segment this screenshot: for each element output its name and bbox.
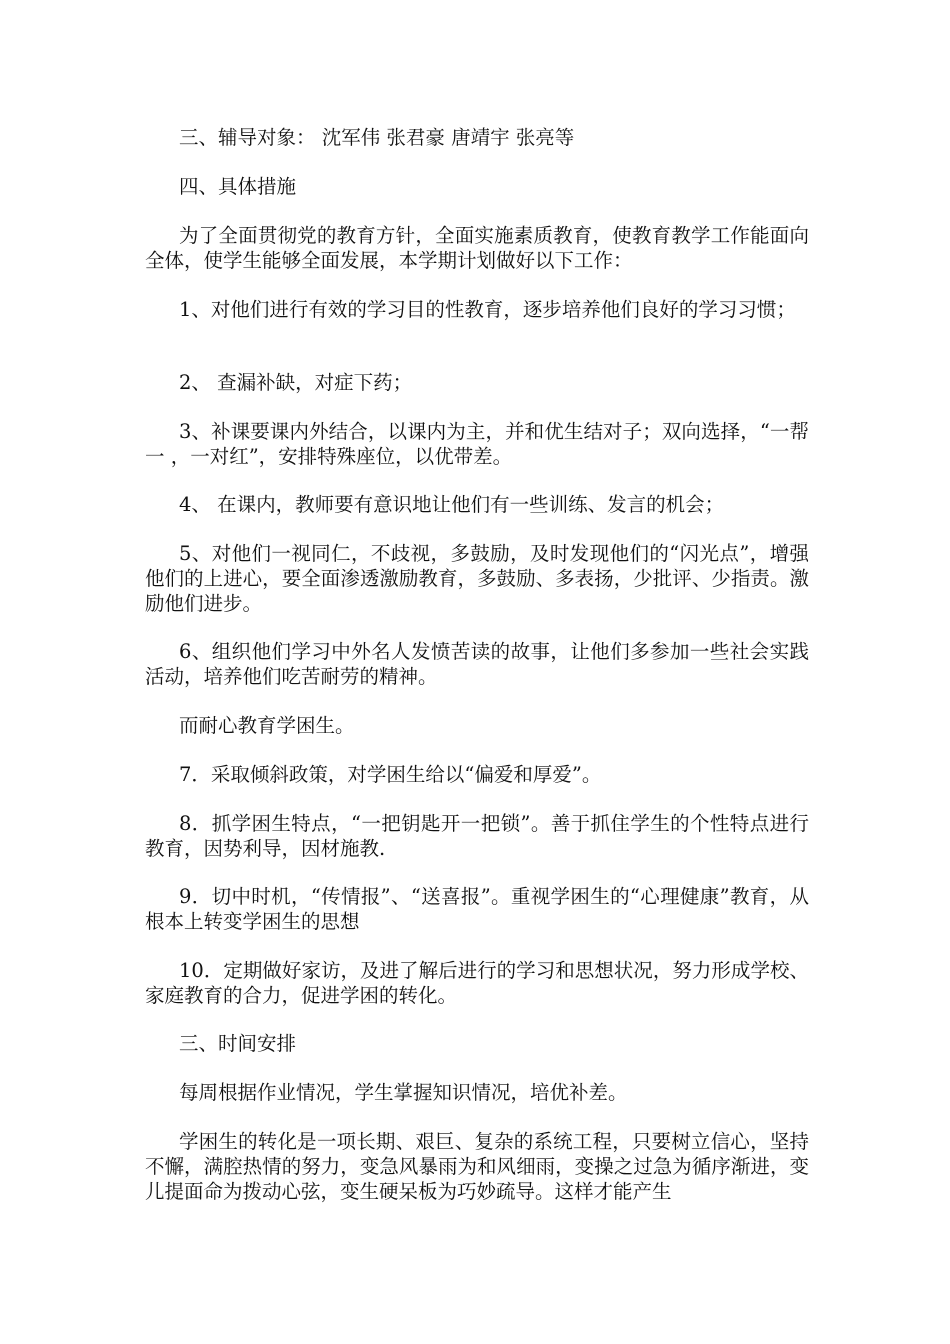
measure-item-5: 5、对他们一视同仁，不歧视，多鼓励，及时发现他们的“闪光点”，增强他们的上进心，要全面渗透激励教育，多鼓励、多表扬，少批评、少指责。激励他们进步。 — [145, 542, 809, 615]
measure-item-8: 8．抓学困生特点，“一把钥匙开一把锁”。善于抓住学生的个性特点进行教育，因势利导，因材施教. — [145, 812, 809, 860]
time-schedule-text: 每周根据作业情况，学生掌握知识情况，培优补差。 — [179, 1081, 628, 1104]
measure-item-7: 7．采取倾斜政策，对学困生给以“偏爱和厚爱”。 — [179, 763, 602, 786]
section-time-schedule-heading: 三、时间安排 — [179, 1032, 297, 1055]
measure-item-1: 1、对他们进行有效的学习目的性教育，逐步培养他们良好的学习习惯； — [179, 298, 796, 321]
section-4-heading-measures: 四、具体措施 — [179, 175, 297, 198]
measure-item-4: 4、 在课内，教师要有意识地让他们有一些训练、发言的机会； — [179, 493, 725, 516]
patience-note: 而耐心教育学困生。 — [179, 714, 355, 737]
measure-item-10: 10．定期做好家访，及进了解后进行的学习和思想状况，努力形成学校、家庭教育的合力，促进学困的转化。 — [145, 959, 809, 1007]
intro-paragraph: 为了全面贯彻党的教育方针，全面实施素质教育，使教育教学工作能面向全体，使学生能够全面发展，本学期计划做好以下工作： — [145, 224, 809, 272]
conclusion-paragraph: 学困生的转化是一项长期、艰巨、复杂的系统工程，只要树立信心，坚持不懈，满腔热情的努力，变急风暴雨为和风细雨，变操之过急为循序渐进，变儿提面命为拨动心弦，变生硬呆板为巧妙疏导。这样才能产生 — [145, 1130, 809, 1203]
measure-item-2: 2、 查漏补缺，对症下药； — [179, 371, 413, 394]
measure-item-6: 6、组织他们学习中外名人发愤苦读的故事，让他们多参加一些社会实践活动，培养他们吃苦耐劳的精神。 — [145, 640, 809, 688]
measure-item-9: 9．切中时机，“传情报”、“送喜报”。重视学困生的“心理健康”教育，从根本上转变学困生的思想 — [145, 885, 809, 933]
section-3-heading-tutoring-targets: 三、辅导对象： 沈军伟 张君豪 唐靖宇 张亮等 — [179, 126, 575, 149]
measure-item-3: 3、补课要课内外结合，以课内为主，并和优生结对子；双向选择，“一帮一 ，一对红”，安排特殊座位，以优带差。 — [145, 420, 809, 468]
